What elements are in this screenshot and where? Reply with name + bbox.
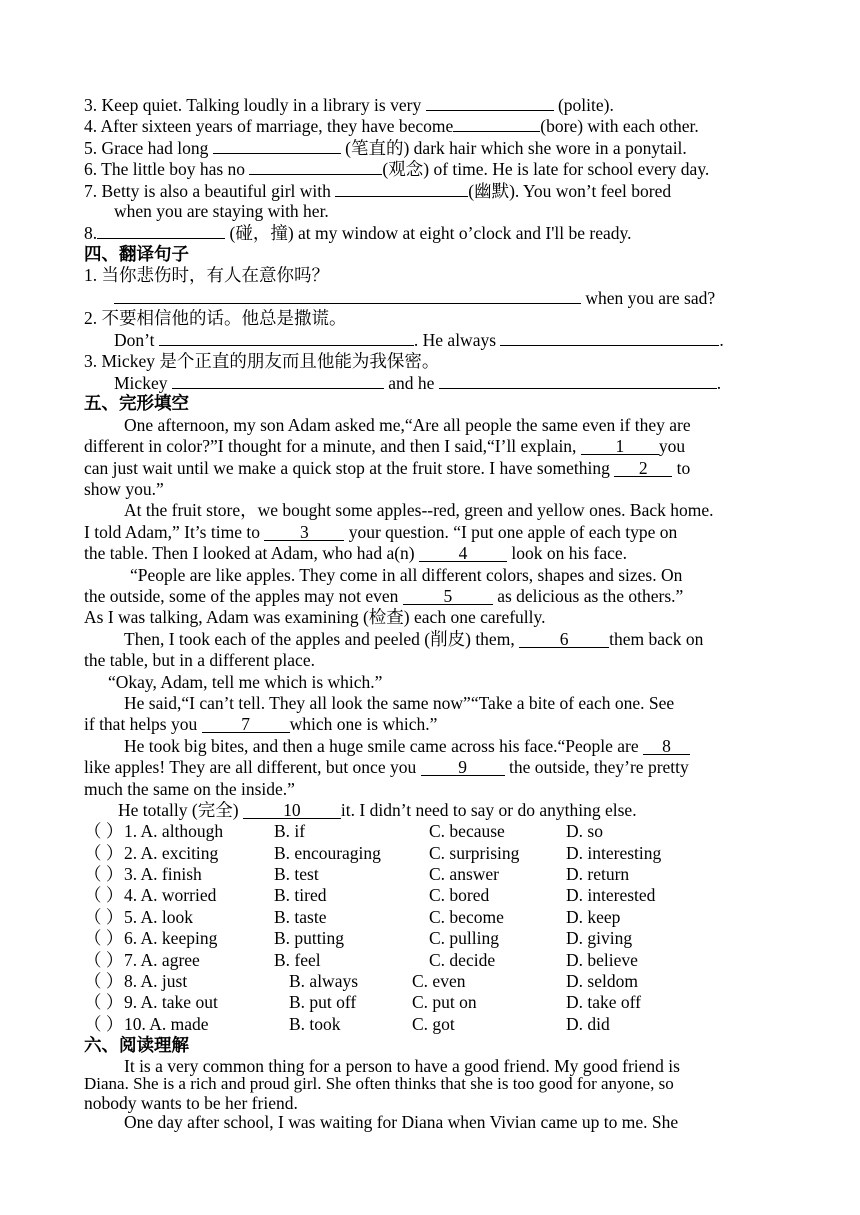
- answer-prefix: Don’t: [114, 330, 159, 351]
- section-5-heading: 五、完形填空: [84, 393, 189, 414]
- cloze-p7-line1: [84, 736, 776, 757]
- cloze-text: you: [658, 436, 686, 457]
- cloze-text: One afternoon, my son Adam asked me,“Are all people the same even if they are: [124, 414, 691, 435]
- option-d: D. interesting: [566, 842, 662, 863]
- word-form-8: [84, 222, 776, 243]
- question-text: 4. After sixteen years of marriage, they have become: [84, 116, 454, 137]
- option-d: D. take off: [566, 992, 641, 1013]
- option-row: [84, 971, 776, 992]
- cloze-text: can just wait until we make a quick stop at the fruit store. I have something: [84, 457, 615, 478]
- cloze-options-group: [84, 971, 776, 1035]
- option-row: [84, 928, 776, 949]
- option-b: B. always: [289, 971, 359, 992]
- question-text: 5. Grace had long: [84, 137, 213, 158]
- cloze-blank-10[interactable]: 10: [243, 802, 341, 819]
- cloze-blank-7[interactable]: 7: [202, 716, 290, 733]
- cloze-p7-line3: much the same on the inside.”: [84, 778, 295, 799]
- cloze-text: He totally (完全): [118, 799, 243, 820]
- answer-blank[interactable]: [335, 180, 468, 197]
- answer-paren[interactable]: （ ）: [84, 928, 124, 949]
- cloze-text: which one is which.”: [289, 714, 438, 735]
- cloze-options-group: [84, 821, 776, 971]
- question-text: 3. Keep quiet. Talking loudly in a library is very: [84, 95, 426, 115]
- reading-text: It is a very common thing for a person to have a good friend. My good friend is: [124, 1055, 680, 1076]
- word-form-5: [84, 137, 776, 158]
- cloze-text: look on his face.: [507, 543, 628, 564]
- option-d: D. so: [566, 821, 603, 842]
- option-row: [84, 864, 776, 885]
- option-c: C. bored: [429, 885, 490, 906]
- answer-blank[interactable]: [426, 94, 554, 111]
- cloze-text: Then, I took each of the apples and peeled (削皮) them,: [124, 628, 520, 649]
- option-c: C. because: [429, 821, 505, 842]
- option-c: C. even: [412, 971, 466, 992]
- translate-a3: [84, 372, 776, 393]
- question-hint: (碰，撞) at my window at eight o’clock and I'll be ready.: [225, 223, 632, 244]
- cloze-text: the outside, they’re pretty: [504, 757, 689, 778]
- answer-paren[interactable]: （ ）: [84, 906, 124, 927]
- word-form-7: [84, 180, 776, 201]
- cloze-p2-line3: [84, 543, 776, 564]
- answer-paren[interactable]: （ ）: [84, 971, 124, 992]
- answer-blank[interactable]: [172, 372, 384, 389]
- answer-blank[interactable]: [439, 372, 717, 389]
- cloze-p2-line2: [84, 522, 776, 543]
- cloze-text: them back on: [609, 628, 704, 649]
- answer-paren[interactable]: （ ）: [84, 821, 124, 842]
- worksheet-page: [84, 94, 776, 1133]
- answer-blank[interactable]: [213, 137, 341, 154]
- option-row: [84, 885, 776, 906]
- cloze-p7-line2: [84, 757, 776, 778]
- option-a: 6. A. keeping: [124, 928, 218, 949]
- cloze-p5-line1: “Okay, Adam, tell me which is which.”: [108, 671, 383, 692]
- answer-paren[interactable]: （ ）: [84, 864, 124, 885]
- translate-a2: [84, 329, 776, 350]
- cloze-blank-8[interactable]: 8: [643, 738, 690, 755]
- word-form-4: [84, 115, 776, 136]
- cloze-p1-line4: show you.”: [84, 479, 164, 500]
- option-d: D. did: [566, 1013, 610, 1034]
- option-d: D. seldom: [566, 971, 638, 992]
- section-4-heading: 四、翻译句子: [84, 243, 189, 264]
- reading-line: [84, 1057, 776, 1076]
- cloze-text: the outside, some of the apples may not even: [84, 585, 403, 606]
- word-form-6: [84, 158, 776, 179]
- option-a: 5. A. look: [124, 906, 194, 927]
- option-b: B. taste: [274, 906, 327, 927]
- option-b: B. putting: [274, 928, 345, 949]
- option-c: C. answer: [429, 864, 499, 885]
- option-row: [84, 1014, 776, 1035]
- question-hint: (笔直的) dark hair which she wore in a ponytail.: [340, 137, 687, 158]
- option-a: 8. A. just: [124, 971, 188, 992]
- cloze-text: different in color?”I thought for a minute, and then I said,“I’ll explain,: [84, 436, 581, 457]
- cloze-p2-line1: At the fruit store，we bought some apples--red, green and yellow ones. Back home.: [124, 500, 714, 521]
- option-d: D. keep: [566, 906, 621, 927]
- answer-blank[interactable]: [249, 158, 382, 175]
- answer-blank[interactable]: [500, 329, 719, 346]
- cloze-p1-line3: [84, 458, 776, 479]
- cloze-text: it. I didn’t need to say or do anything else.: [340, 799, 637, 820]
- answer-paren[interactable]: （ ）: [84, 1013, 124, 1034]
- cloze-p6-line2: [84, 714, 776, 735]
- answer-blank[interactable]: [97, 222, 225, 239]
- question-hint: (幽默). You won’t feel bored: [468, 180, 672, 201]
- cloze-blank-6[interactable]: 6: [519, 631, 609, 648]
- cloze-blank-9[interactable]: 9: [421, 759, 505, 776]
- translate-q1: 1. 当你悲伤时，有人在意你吗？: [84, 265, 329, 286]
- cloze-blank-2[interactable]: 2: [614, 460, 672, 477]
- option-c: C. surprising: [429, 842, 520, 863]
- cloze-p3-line3: As I was talking, Adam was examining (检查) each one carefully.: [84, 607, 546, 628]
- cloze-text: I told Adam,” It’s time to: [84, 521, 265, 542]
- translate-q2: 2. 不要相信他的话。他总是撒谎。: [84, 307, 347, 328]
- option-b: B. took: [289, 1013, 341, 1034]
- question-number: 8.: [84, 223, 98, 244]
- answer-prefix: Mickey: [114, 373, 172, 394]
- answer-blank[interactable]: [159, 329, 414, 346]
- option-row: [84, 843, 776, 864]
- cloze-text: your question. “I put one apple of each type on: [344, 521, 678, 542]
- option-b: B. feel: [274, 949, 321, 970]
- reading-line: One day after school, I was waiting for Diana when Vivian came up to me. She: [124, 1112, 679, 1133]
- option-c: C. decide: [429, 949, 496, 970]
- option-a: 10. A. made: [124, 1013, 209, 1034]
- option-b: B. tired: [274, 885, 327, 906]
- cloze-text: the table. Then I looked at Adam, who had a(n): [84, 543, 419, 564]
- answer-middle: and he: [383, 373, 439, 394]
- cloze-p1-line1: [84, 415, 776, 436]
- question-hint: (观念) of time. He is late for school every day.: [382, 159, 710, 180]
- option-a: 7. A. agree: [124, 949, 200, 970]
- option-a: 2. A. exciting: [124, 842, 219, 863]
- option-d: D. believe: [566, 949, 638, 970]
- option-a: 1. A. although: [124, 821, 224, 842]
- cloze-blank-4[interactable]: 4: [419, 545, 507, 562]
- option-b: B. encouraging: [274, 842, 381, 863]
- answer-paren[interactable]: （ ）: [84, 842, 124, 863]
- option-b: B. if: [274, 821, 306, 842]
- cloze-p4-line2: the table, but in a different place.: [84, 650, 315, 671]
- question-text: 6. The little boy has no: [84, 159, 250, 180]
- option-a: 4. A. worried: [124, 885, 217, 906]
- cloze-text: He took big bites, and then a huge smile came across his face.“People are: [124, 735, 643, 756]
- reading-line: Diana. She is a rich and proud girl. She often thinks that she is too good for anyone, so: [84, 1074, 674, 1094]
- word-form-7-continued: when you are staying with her.: [114, 200, 329, 221]
- answer-suffix: .: [716, 373, 722, 394]
- option-row: [84, 907, 776, 928]
- question-hint: (polite).: [553, 95, 614, 115]
- cloze-blank-5[interactable]: 5: [403, 588, 493, 605]
- cloze-blank-1[interactable]: 1: [581, 438, 659, 455]
- option-d: D. return: [566, 864, 630, 885]
- answer-blank[interactable]: [114, 287, 581, 304]
- answer-blank[interactable]: [453, 115, 540, 132]
- option-b: B. test: [274, 864, 319, 885]
- answer-suffix: when you are sad?: [581, 287, 716, 308]
- cloze-text: like apples! They are all different, but once you: [84, 757, 421, 778]
- answer-paren[interactable]: （ ）: [84, 949, 124, 970]
- option-c: C. put on: [412, 992, 477, 1013]
- option-a: 3. A. finish: [124, 864, 202, 885]
- option-c: C. become: [429, 906, 504, 927]
- cloze-blank-3[interactable]: 3: [264, 524, 344, 541]
- question-text: 7. Betty is also a beautiful girl with: [84, 180, 336, 201]
- option-c: C. got: [412, 1013, 455, 1034]
- option-a: 9. A. take out: [124, 992, 218, 1013]
- option-row: [84, 950, 776, 971]
- answer-paren[interactable]: （ ）: [84, 885, 124, 906]
- option-b: B. put off: [289, 992, 357, 1013]
- answer-suffix: .: [719, 330, 724, 351]
- option-d: D. giving: [566, 928, 633, 949]
- translate-a1: [84, 287, 776, 308]
- translate-q3: 3. Mickey 是个正直的朋友而且他能为我保密。: [84, 350, 440, 371]
- answer-middle: . He always: [413, 330, 501, 351]
- option-row: [84, 992, 776, 1013]
- cloze-text: as delicious as the others.”: [492, 585, 684, 606]
- cloze-p1-line2: [84, 436, 776, 457]
- cloze-p4-line1: [84, 629, 776, 650]
- answer-paren[interactable]: （ ）: [84, 992, 124, 1013]
- option-row: [84, 821, 776, 842]
- word-form-3: [84, 94, 776, 115]
- cloze-text: to: [672, 457, 691, 478]
- cloze-p3-line1: “People are like apples. They come in all different colors, shapes and sizes. On: [130, 564, 683, 585]
- reading-line: nobody wants to be her friend.: [84, 1092, 298, 1113]
- question-hint: (bore) with each other.: [540, 116, 699, 137]
- option-d: D. interested: [566, 885, 656, 906]
- cloze-p6-line1: He said,“I can’t tell. They all look the same now”“Take a bite of each one. See: [124, 692, 675, 713]
- cloze-p3-line2: [84, 586, 776, 607]
- option-c: C. pulling: [429, 928, 500, 949]
- section-6-heading: 六、阅读理解: [84, 1035, 189, 1056]
- cloze-p8-line1: [84, 800, 776, 821]
- cloze-text: if that helps you: [84, 714, 202, 735]
